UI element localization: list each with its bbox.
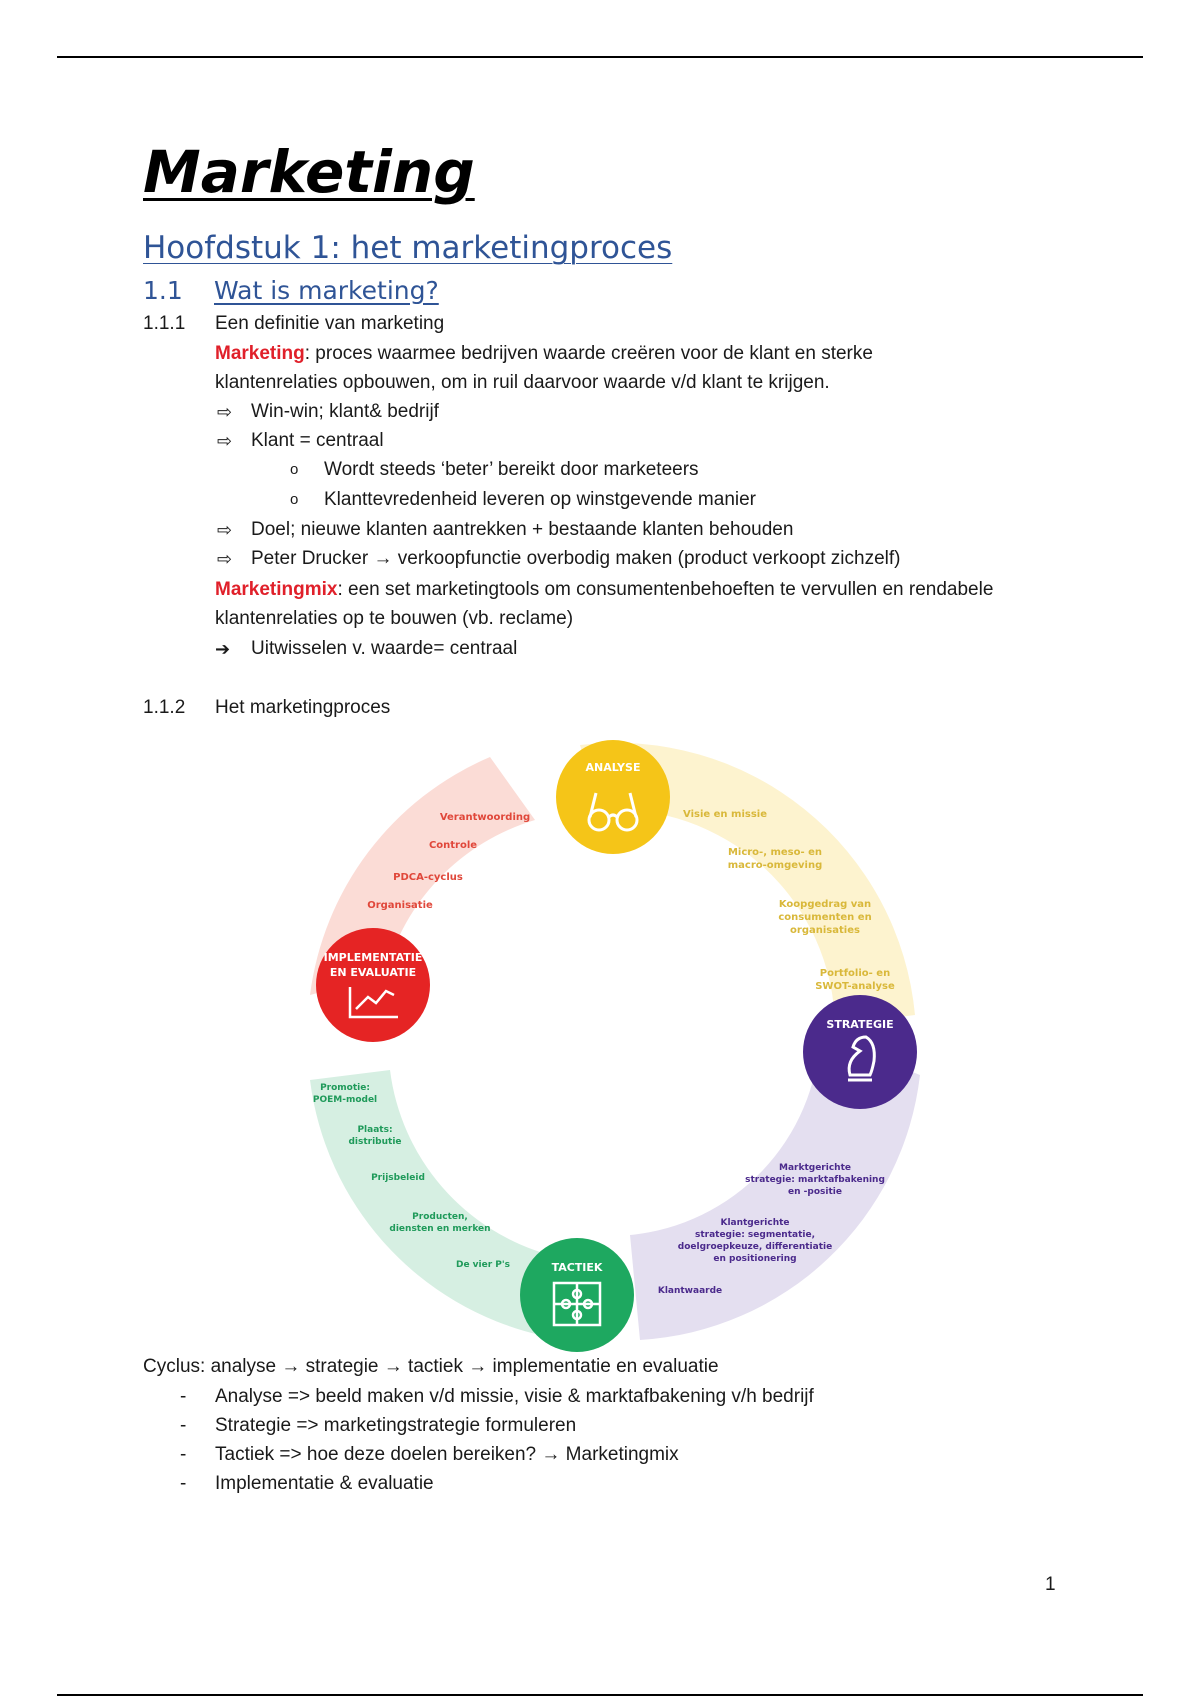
diagram-label: strategie: segmentatie, (694, 1230, 816, 1240)
step-item: Analyse => beeld maken v/d missie, visie & marktafbakening v/h bedrijf (215, 1386, 814, 1407)
dash-bullet-icon: - (180, 1386, 187, 1407)
section-title: Wat is marketing? (214, 276, 439, 305)
section-number: 1.1 (143, 276, 183, 305)
circle-bullet-icon: o (290, 461, 299, 478)
page-top-rule (57, 56, 1143, 58)
diagram-label: diensten en merken (389, 1224, 491, 1234)
bullet-item: Doel; nieuwe klanten aantrekken + bestaande klanten behouden (251, 519, 794, 540)
definition-term: Marketingmix (215, 579, 338, 600)
arrow-bullet-icon: ⇨ (217, 549, 233, 569)
diagram-label: Marktgerichte (779, 1163, 851, 1173)
definition-marketingmix (215, 576, 993, 604)
stage-label: IMPLEMENTATIE (323, 951, 423, 964)
cycle-summary: Cyclus: analyse → strategie → tactiek → implementatie en evaluatie (143, 1356, 719, 1377)
diagram-label: Visie en missie (683, 809, 767, 820)
arrow-item: Uitwisselen v. waarde= centraal (251, 638, 518, 659)
diagram-label: PDCA-cyclus (393, 872, 463, 883)
sub-bullet-item: Klanttevredenheid leveren op winstgevende manier (324, 489, 756, 510)
diagram-label: macro-omgeving (727, 860, 823, 871)
diagram-label: Koopgedrag van (778, 899, 872, 910)
diagram-label: Klantwaarde (657, 1286, 723, 1296)
circle-bullet-icon: o (290, 491, 299, 508)
chapter-heading: Hoofdstuk 1: het marketingproces (143, 230, 673, 266)
sub-bullet-item: Wordt steeds ‘beter’ bereikt door marketeers (324, 459, 699, 480)
diagram-label: Portfolio- en (819, 968, 891, 979)
stage-label: ANALYSE (585, 761, 641, 774)
stage-label: EN EVALUATIE (329, 966, 417, 979)
diagram-label: strategie: marktafbakening (745, 1175, 885, 1185)
diagram-label: en -positie (788, 1187, 842, 1197)
diagram-label: Micro-, meso- en (727, 847, 823, 858)
dash-bullet-icon: - (180, 1473, 187, 1494)
definition-text: : een set marketingtools om consumentenbehoeften te vervullen en rendabele (337, 579, 994, 600)
stage-label: TACTIEK (551, 1261, 603, 1274)
diagram-label: distributie (348, 1137, 402, 1147)
subsection-number: 1.1.2 (143, 697, 186, 718)
diagram-label: Verantwoording (439, 812, 531, 823)
arrow-bullet-icon: ⇨ (217, 402, 233, 422)
tactiek-node (520, 1238, 634, 1352)
definition-marketing (215, 340, 873, 368)
step-item: Strategie => marketingstrategie formuleren (215, 1415, 577, 1436)
diagram-label: Controle (428, 840, 478, 851)
dash-bullet-icon: - (180, 1444, 187, 1465)
diagram-label: Promotie: (320, 1083, 370, 1093)
diagram-label: SWOT-analyse (815, 981, 895, 992)
diagram-label: en positionering (713, 1254, 797, 1264)
diagram-label: POEM-model (312, 1095, 378, 1105)
step-item: Tactiek => hoe deze doelen bereiken? → Marketingmix (215, 1444, 679, 1465)
definition-text-cont: klantenrelaties opbouwen, om in ruil daarvoor waarde v/d klant te krijgen. (215, 372, 830, 393)
diagram-label: Plaats: (357, 1125, 393, 1135)
page-number: 1 (1045, 1574, 1056, 1595)
diagram-label: consumenten en (778, 912, 872, 923)
arrow-bullet-icon: ⇨ (217, 520, 233, 540)
arrow-bullet-icon: ⇨ (217, 431, 233, 451)
bold-arrow-icon: ➔ (215, 639, 231, 659)
subsection-title: Het marketingproces (215, 697, 391, 718)
definition-term: Marketing (215, 343, 305, 364)
bullet-item: Peter Drucker → verkoopfunctie overbodig maken (product verkoopt zichzelf) (251, 548, 901, 569)
bullet-item: Klant = centraal (251, 430, 384, 451)
page-bottom-rule (57, 1694, 1143, 1696)
marketing-process-diagram (290, 735, 930, 1355)
strategie-node (803, 995, 917, 1109)
document-title: Marketing (143, 138, 475, 206)
dash-bullet-icon: - (180, 1415, 187, 1436)
subsection-number: 1.1.1 (143, 313, 186, 334)
step-item: Implementatie & evaluatie (215, 1473, 434, 1494)
definition-text-cont: klantenrelaties op te bouwen (vb. reclame) (215, 608, 574, 629)
subsection-title: Een definitie van marketing (215, 313, 445, 334)
analyse-node (556, 740, 670, 854)
tactiek-segment (310, 1070, 550, 1335)
diagram-label: Producten, (412, 1212, 468, 1222)
diagram-label: De vier P's (455, 1260, 511, 1270)
implementatie-node (316, 928, 430, 1042)
diagram-label: organisaties (790, 925, 860, 936)
bullet-item: Win-win; klant& bedrijf (251, 401, 439, 422)
diagram-label: Organisatie (367, 900, 433, 911)
stage-label: STRATEGIE (826, 1018, 894, 1031)
diagram-label: doelgroepkeuze, differentiatie (677, 1242, 833, 1252)
diagram-label: Prijsbeleid (371, 1173, 425, 1183)
definition-text: : proces waarmee bedrijven waarde creëren voor de klant en sterke (304, 343, 873, 364)
diagram-label: Klantgerichte (720, 1218, 790, 1228)
